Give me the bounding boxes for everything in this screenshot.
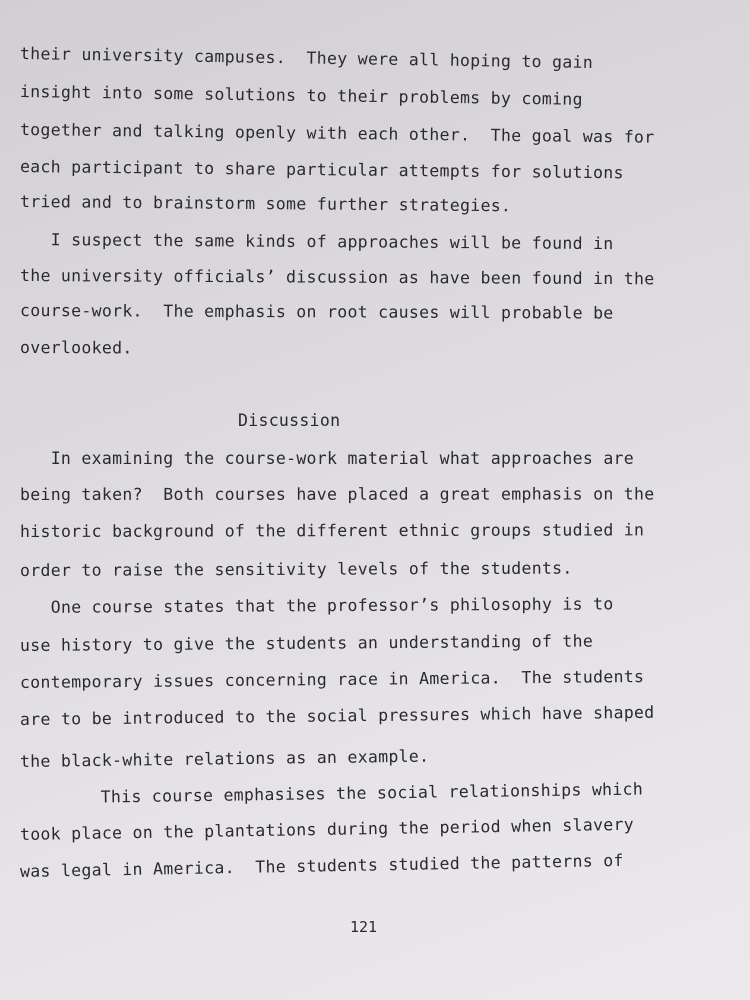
text-line: order to raise the sensitivity levels of the students. (19, 558, 573, 580)
text-line: use history to give the students an understanding of the (19, 631, 594, 655)
text-line: was legal in America. The students studied the patterns of (19, 850, 624, 881)
text-line: tried and to brainstorm some further strategies. (19, 192, 512, 216)
text-line: are to be introduced to the social pressures which have shaped (19, 702, 655, 729)
text-line: took place on the plantations during the period when slavery (19, 814, 635, 844)
text-line: contemporary issues concerning race in America. The students (19, 667, 645, 692)
text-line: each participant to share particular attempts for solutions (19, 157, 624, 183)
text-line: historic background of the different ethnic groups studied in (19, 520, 645, 541)
text-line: One course states that the professor’s philosophy is to (19, 594, 614, 617)
section-heading: Discussion (238, 411, 341, 430)
page-number: 121 (350, 918, 378, 936)
text-line: In examining the course-work material what approaches are (20, 449, 635, 468)
text-line: their university campuses. They were all hoping to gain (19, 44, 594, 73)
text-line: together and talking openly with each other. The goal was for (19, 120, 655, 147)
text-line: overlooked. (19, 338, 133, 358)
text-line: I suspect the same kinds of approaches will be found in (19, 230, 614, 254)
text-line: the black-white relations as an example. (19, 746, 430, 771)
text-line: This course emphasises the social relationships which (69, 779, 644, 807)
text-line: being taken? Both courses have placed a great emphasis on the (19, 484, 655, 504)
text-line: course-work. The emphasis on root causes will probable be (19, 301, 614, 323)
text-line: the university officials’ discussion as have been found in the (19, 266, 655, 289)
text-line: insight into some solutions to their problems by coming (19, 82, 583, 109)
